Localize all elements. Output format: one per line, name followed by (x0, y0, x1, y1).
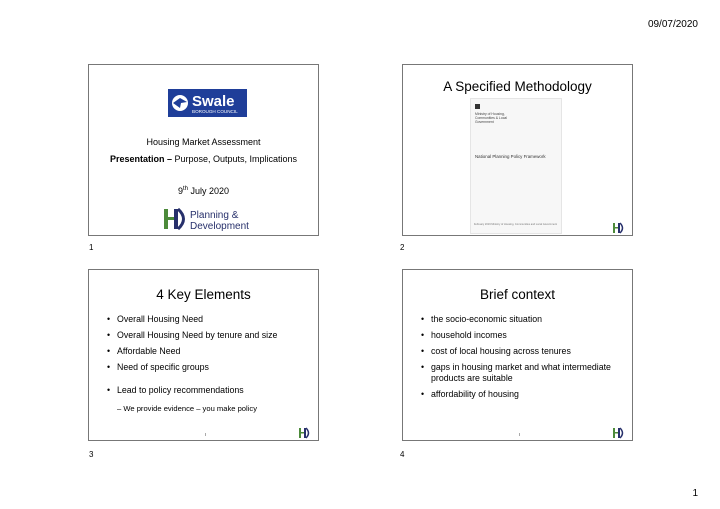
nppf-document-thumbnail (470, 98, 562, 234)
document-organisation: Ministry of Housing, Communities & Local Government (475, 112, 508, 125)
date-suffix: th (182, 186, 188, 192)
list-item: • Need of specific groups (103, 362, 315, 373)
date-month-year: July 2020 (188, 186, 230, 196)
sub-bullet: – We provide evidence – you make policy (117, 404, 257, 413)
swale-logo-subtext: BOROUGH COUNCIL (192, 109, 238, 114)
crest-icon (475, 104, 480, 109)
context-list (417, 314, 629, 405)
list-item: • cost of local housing across tenures (417, 346, 629, 357)
slide-2-title: A Specified Methodology (443, 79, 592, 94)
presentation-label: Presentation – (109, 154, 172, 164)
placeholder-mark (519, 433, 520, 436)
list-item: • the socio-economic situation (417, 314, 629, 325)
list-item: • Lead to policy recommendations (103, 385, 315, 396)
slide-number-4: 4 (400, 450, 405, 459)
slide-3[interactable] (88, 269, 319, 441)
list-item: • affordability of housing (417, 389, 629, 400)
page-number: 1 (692, 488, 698, 499)
presentation-date (89, 186, 318, 196)
header-date: 09/07/2020 (647, 19, 698, 30)
placeholder-mark (205, 433, 206, 436)
list-item: • Overall Housing Need by tenure and size (103, 330, 315, 341)
pd-mini-logo-icon (299, 427, 311, 439)
slide-1[interactable] (88, 64, 319, 236)
list-item: • Affordable Need (103, 346, 315, 357)
slide-4-title: Brief context (479, 287, 556, 302)
key-elements-list (103, 314, 315, 401)
swale-logo-text: Swale (192, 93, 235, 110)
swale-logo (168, 89, 247, 117)
planning-development-logo (163, 206, 253, 232)
slide-3-title: 4 Key Elements (156, 287, 251, 302)
list-item: • gaps in housing market and what intermediate products are suitable (417, 362, 629, 384)
pd-mini-logo-icon (613, 222, 625, 234)
subtitle-line-2 (89, 154, 318, 164)
pd-mini-logo-icon (613, 427, 625, 439)
document-footer: February 2019 Ministry of Housing, Communities and Local Government (473, 223, 557, 227)
subtitle-line-1: Housing Market Assessment (146, 137, 261, 147)
pd-logo-line-2: Development (190, 221, 249, 232)
slide-number-2: 2 (400, 243, 405, 252)
pd-logo-line-1: Planning & (190, 210, 239, 221)
list-item: • Overall Housing Need (103, 314, 315, 325)
presentation-rest: Purpose, Outputs, Implications (171, 154, 298, 164)
slide-2[interactable] (402, 64, 633, 236)
list-item: • household incomes (417, 330, 629, 341)
slide-number-3: 3 (89, 450, 94, 459)
slide-4[interactable] (402, 269, 633, 441)
slide-number-1: 1 (89, 243, 94, 252)
document-title: National Planning Policy Framework (475, 154, 546, 159)
date-day: 9 (177, 186, 183, 196)
